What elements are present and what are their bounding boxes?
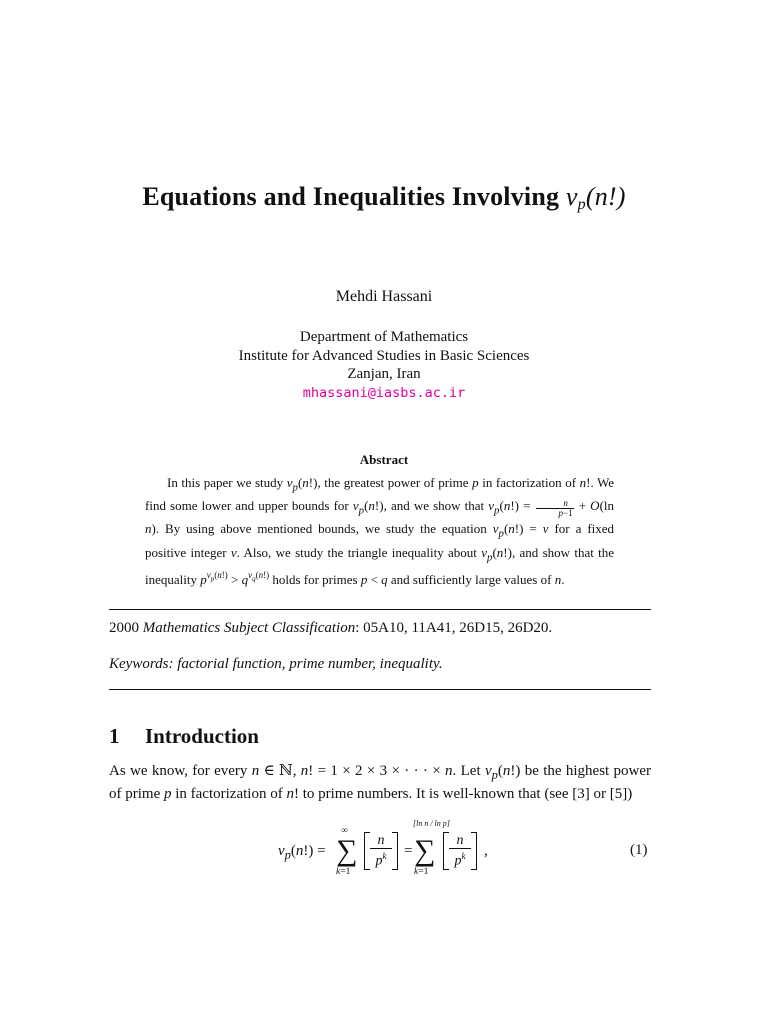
section-title: Introduction xyxy=(145,724,259,748)
affiliation-location: Zanjan, Iran xyxy=(347,366,421,382)
affiliation xyxy=(0,328,768,402)
abstract-heading: Abstract xyxy=(359,452,409,467)
affiliation-institute: Institute for Advanced Studies in Basic Sciences xyxy=(238,347,530,364)
paper-title xyxy=(0,182,768,214)
author-email-link[interactable]: mhassani@iasbs.ac.ir xyxy=(302,384,466,401)
affiliation-department: Department of Mathematics xyxy=(299,329,469,345)
section-body xyxy=(109,762,651,804)
equation-1: $v_p(n!)$ = ∞ ∑ k=1 n $p^k$ = [ln n / ln p] ∑ k=1 n $p^k$ , xyxy=(278,819,488,877)
subject-classification: 2000 Mathematics Subject Classification: 05A10, 11A41, 26D15, 26D20. xyxy=(109,620,553,636)
title-text: Equations and Inequalities Involving xyxy=(142,182,560,211)
equation-number: (1) xyxy=(630,842,648,858)
title-math: $v_p(n!)$ xyxy=(565,182,626,213)
abstract-paragraph: In this paper we study $v_p(n!)$, the greatest power of prime p in factorization of n!. We find some lower and upper bounds for $v_p(n!)$, and we show that $v_p(n!)$ = $\frac{n}{p-1}$ + O(ln n). By using above mentioned bounds, we study the equation $v_p(n!) = v$ for a fixed positive integer v. Also, we study the triangle inequality about $v_p(n!)$, and show that the inequality $p^{v_p(n!)} > q^{v_q(n!)}$ holds for primes p < q and sufficiently large values of n. xyxy=(145,475,615,587)
section-number: 1 xyxy=(109,724,120,748)
section-heading xyxy=(109,724,259,749)
intro-paragraph: As we know, for every n ∈ ℕ, n! = 1 × 2 × 3 × · · · × n. Let $v_p(n!)$ be the highest power of prime p in factorization of n! to prime numbers. It is well-known that (see [3] or [5]) xyxy=(109,763,652,802)
author-name: Mehdi Hassani xyxy=(335,288,433,305)
keywords: Keywords: factorial function, prime number, inequality. xyxy=(109,656,443,672)
abstract-body xyxy=(145,474,614,588)
bottom-divider xyxy=(109,689,651,690)
top-divider xyxy=(109,609,651,610)
